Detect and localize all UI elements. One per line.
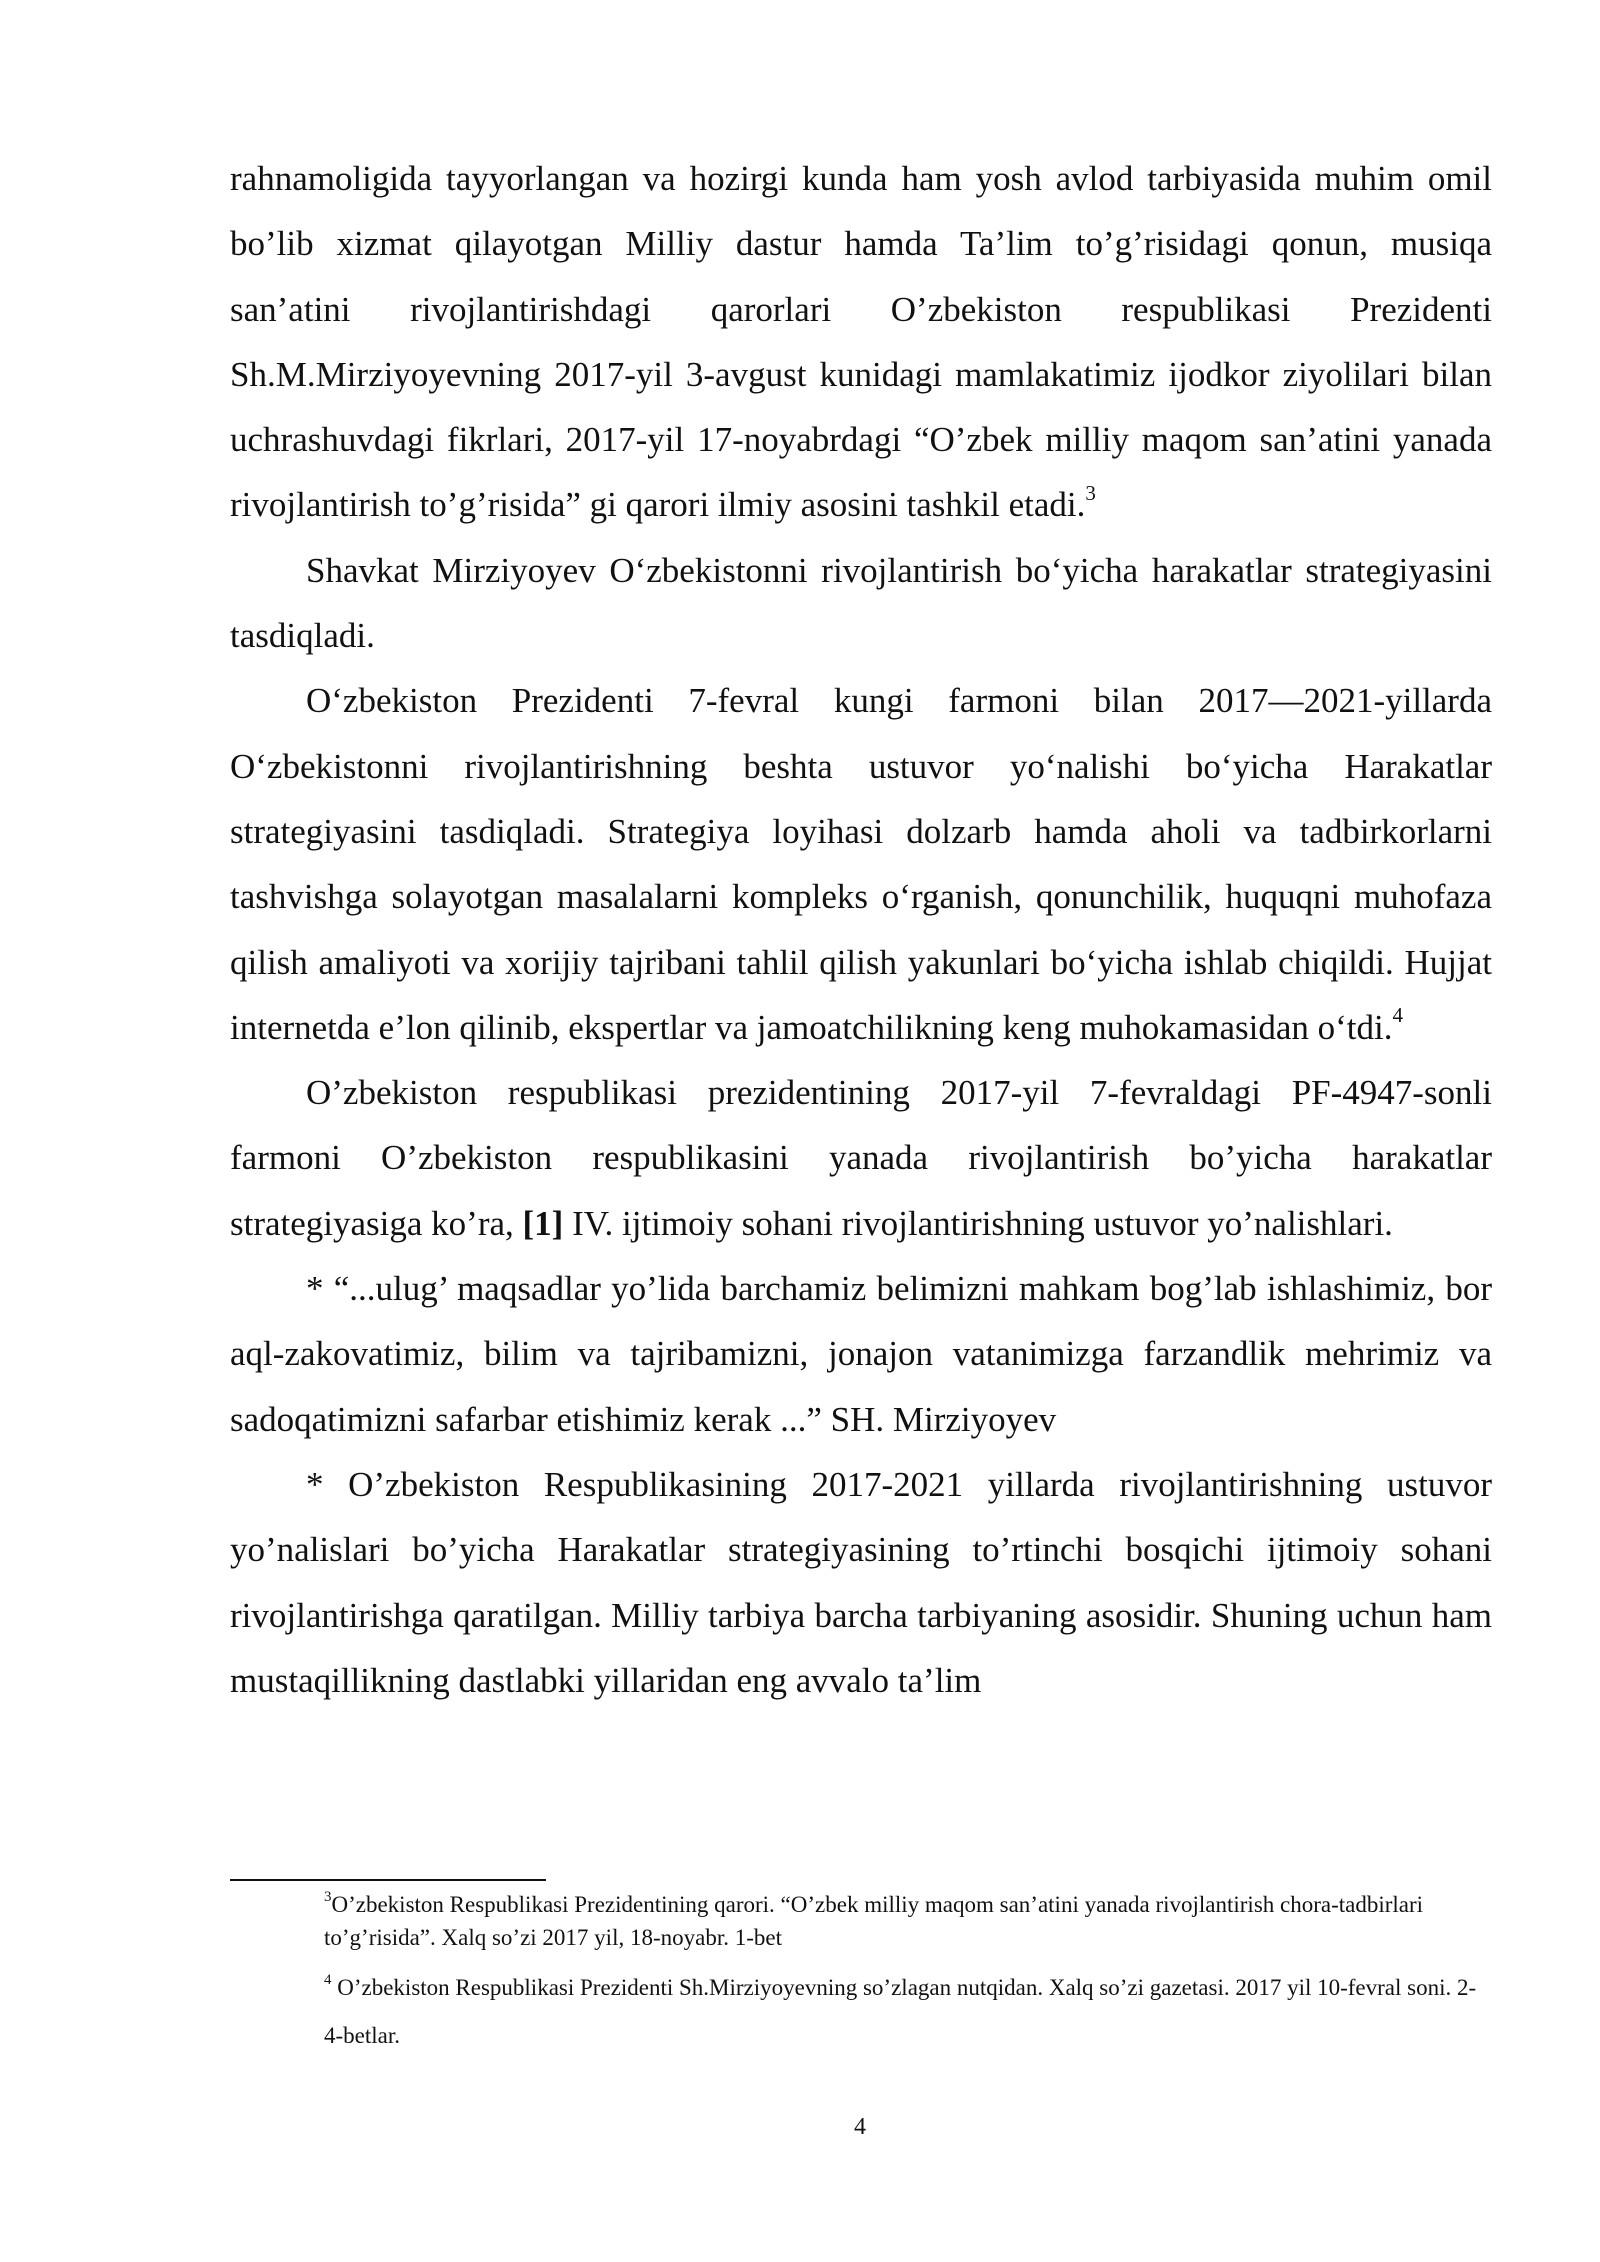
page-number: 4 — [854, 2114, 866, 2140]
footnote-ref-4[interactable]: 4 — [1392, 1003, 1403, 1028]
footnote-ref-3[interactable]: 3 — [1085, 480, 1096, 505]
paragraph-3: O‘zbekiston Prezidenti 7-fevral kungi farmoni bilan 2017—2021-yillarda O‘zbekistonni rivojlantirishning beshta ustuvor yo‘nalishi bo‘yicha Harakatlar strategiyasini tasdiqladi. Strategiya loyihasi dolzarb hamda aholi va tadbirkorlarni tashvishga solayotgan masalalarni kompleks o‘rganish, qonunchilik, huquqni muhofaza qilish amaliyoti va xorijiy tajribani tahlil qilish yakunlari bo‘yicha ishlab chiqildi. Hujjat internetda e’lon qilinib, ekspertlar va jamoatchilikning keng muhokamasidan o‘tdi.$^4$ — [230, 681, 1492, 1047]
paragraph-6: * O’zbekiston Respublikasining 2017-2021 yillarda rivojlantirishning ustuvor yo’nalislari bo’yicha Harakatlar strategiyasining to’rtinchi bosqichi ijtimoiy sohani rivojlantirishga qaratilgan. Milliy tarbiya barcha tarbiyaning asosidir. Shuning uchun ham mustaqillikning dastlabki yillaridan eng avvalo ta’lim — [230, 1464, 1492, 1700]
footnote-separator — [230, 1879, 546, 1881]
paragraph-4: O’zbekiston respublikasi prezidentining 2017-yil 7-fevraldagi PF-4947-sonli farmoni O’zbekiston respublikasini yanada rivojlantirish bo’yicha harakatlar strategiyasiga ko’ra, [1] IV. ijtimoiy sohani rivojlantirishning ustuvor yo’nalishlari. — [230, 1073, 1492, 1243]
footnote-3: $^3$O’zbekiston Respublikasi Prezidentining qarori. “O’zbek milliy maqom san’atini yanada rivojlantirish chora-tadbirlari to’g’risida”. Xalq so’zi 2017 yil, 18-noyabr. 1-bet — [324, 1889, 1424, 1950]
paragraph-1: rahnamoligida tayyorlangan va hozirgi kunda ham yosh avlod tarbiyasida muhim omil bo’lib xizmat qilayotgan Milliy dastur hamda Ta’lim to’g’risidagi qonun, musiqa san’atini rivojlantirishdagi qarorlari O’zbekiston respublikasi Prezidenti Sh.M.Mirziyoyevning 2017-yil 3-avgust kunidagi mamlakatimiz ijodkor ziyolilari bilan uchrashuvdagi fikrlari, 2017-yil 17-noyabrdagi “O’zbek milliy maqom san’atini yanada rivojlantirish to’g’risida” gi qarori ilmiy asosini tashkil etadi.$^3$ — [230, 159, 1492, 525]
citation-ref[interactable]: [1] — [522, 1203, 564, 1243]
footnote-4: $^4$ O’zbekiston Respublikasi Prezidenti Sh.Mirziyoyevning so’zlagan nutqidan. Xalq so’zi gazetasi. 2017 yil 10-fevral soni. 2-4-betlar. — [324, 1972, 1477, 2048]
paragraph-quote: * “...ulug’ maqsadlar yo’lida barchamiz belimizni mahkam bog’lab ishlashimiz, bor aql-zakovatimiz, bilim va tajribamizni, jonajon vatanimizga farzandlik mehrimiz va sadoqatimizni safarbar etishimiz kerak ...” SH. Mirziyoyev — [230, 1269, 1492, 1439]
body-text — [230, 146, 1492, 1713]
footnotes — [324, 1888, 1492, 2060]
paragraph-2: Shavkat Mirziyoyev O‘zbekistonni rivojlantirish bo‘yicha harakatlar strategiyasini tasdiqladi. — [230, 550, 1492, 656]
